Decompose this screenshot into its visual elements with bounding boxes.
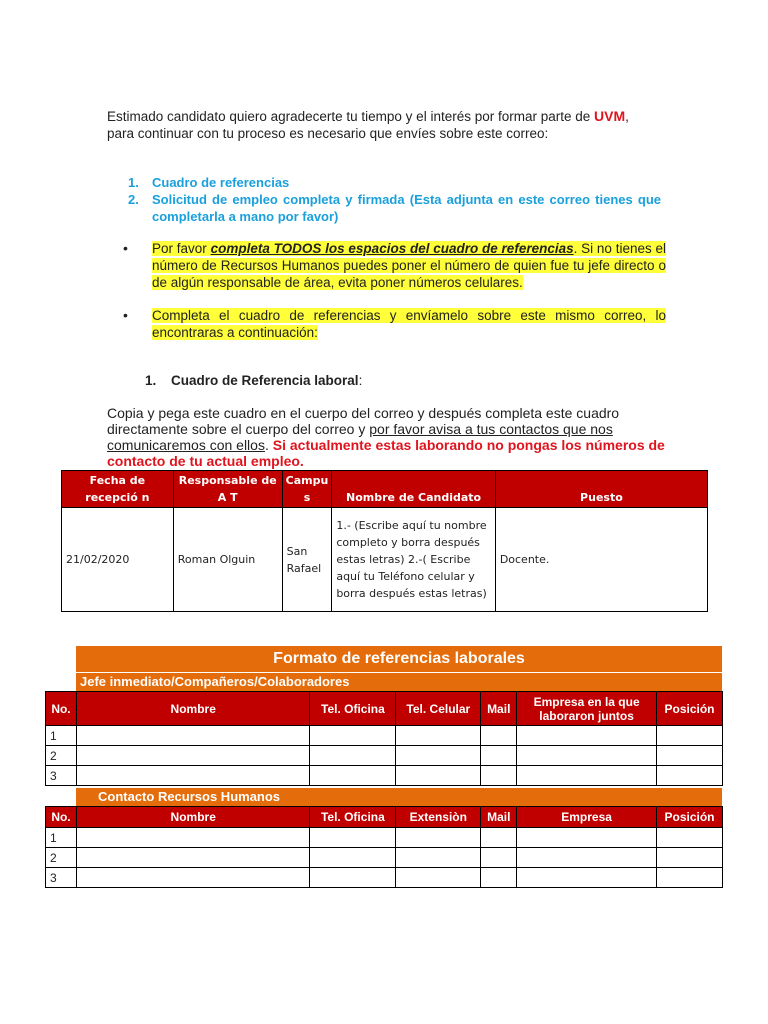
cell-posicion[interactable]: [656, 868, 722, 888]
section-title: Cuadro de Referencia laboral: [171, 373, 359, 388]
bullet-icon: •: [123, 240, 128, 256]
section2-title: Contacto Recursos Humanos: [98, 789, 281, 804]
requirements-list: [128, 174, 661, 225]
table-row: [46, 868, 723, 888]
table-row: [46, 848, 723, 868]
cell-posicion[interactable]: [656, 746, 722, 766]
list-number: 1.: [128, 175, 139, 190]
cell-mail[interactable]: [481, 868, 517, 888]
cell-mail[interactable]: [481, 766, 517, 786]
cell-mail[interactable]: [481, 746, 517, 766]
cell-extension[interactable]: [396, 848, 481, 868]
cell-candidato[interactable]: 1.- (Escribe aquí tu nombre completo y borra después estas letras) 2.-( Escribe aquí tu Teléfono celular y borra después estas letras): [332, 508, 495, 612]
col-responsable: Responsable de A T: [173, 471, 282, 508]
bullet2-text: Completa el cuadro de referencias y envíamelo sobre este mismo correo, lo encontraras a continuación:: [152, 308, 666, 340]
bullet-instructions: [123, 240, 666, 291]
list-item-text: Cuadro de referencias: [152, 175, 290, 190]
col-no: No.: [46, 807, 77, 828]
bullet1-emphasis: completa TODOS los espacios del cuadro de referencias: [210, 241, 574, 256]
cell-tel-celular[interactable]: [396, 766, 481, 786]
cell-nombre[interactable]: [76, 868, 309, 888]
col-tel-oficina: Tel. Oficina: [310, 692, 396, 726]
list-item: [128, 191, 661, 225]
candidate-table-header: [62, 471, 708, 508]
cell-tel-celular[interactable]: [396, 726, 481, 746]
col-mail: Mail: [481, 692, 517, 726]
row-number: 3: [46, 766, 77, 786]
section1-title: Jefe inmediato/Compañeros/Colaboradores: [80, 674, 350, 689]
cell-empresa[interactable]: [517, 868, 657, 888]
list-number: 2.: [128, 192, 139, 207]
section1-bar: [76, 673, 722, 691]
section-heading: [145, 373, 362, 388]
col-nombre: Nombre: [76, 807, 309, 828]
cell-puesto[interactable]: Docente.: [495, 508, 707, 612]
cell-extension[interactable]: [396, 828, 481, 848]
cell-campus[interactable]: San Rafael: [282, 508, 332, 612]
cell-posicion[interactable]: [656, 726, 722, 746]
cell-mail[interactable]: [481, 828, 517, 848]
formato-title: Formato de referencias laborales: [273, 650, 525, 667]
bullet-icon: •: [123, 307, 128, 323]
hr-contacts-table: [45, 806, 723, 888]
section-number: 1.: [145, 373, 157, 388]
col-fecha: Fecha de recepció n: [62, 471, 174, 508]
cell-empresa[interactable]: [517, 828, 657, 848]
cell-nombre[interactable]: [76, 848, 309, 868]
table-row: [62, 508, 708, 612]
list-item-text: Solicitud de empleo completa y firmada (Esta adjunta en este correo tienes que completarla a mano por favor): [152, 192, 661, 224]
col-nombre: Nombre: [76, 692, 309, 726]
references-table-header: [46, 692, 723, 726]
copy-warning: Si actualmente estas laborando no pongas los números de contacto de tu actual empleo.: [107, 437, 665, 469]
col-posicion: Posición: [656, 692, 722, 726]
col-tel-oficina: Tel. Oficina: [310, 807, 396, 828]
col-empresa: Empresa en la que laboraron juntos: [517, 692, 657, 726]
bullet1-post: . Si no tienes el número de Recursos Humanos puedes poner el número de quien fue tu jefe directo o de algún responsable de área, evita poner números celulares.: [152, 241, 666, 290]
cell-mail[interactable]: [481, 848, 517, 868]
cell-tel-oficina[interactable]: [310, 766, 396, 786]
cell-nombre[interactable]: [76, 828, 309, 848]
hr-table-header: [46, 807, 723, 828]
section2-bar: [76, 788, 722, 806]
cell-tel-oficina[interactable]: [310, 828, 396, 848]
row-number: 2: [46, 746, 77, 766]
cell-tel-oficina[interactable]: [310, 726, 396, 746]
cell-empresa[interactable]: [517, 848, 657, 868]
row-number: 1: [46, 726, 77, 746]
col-campus: Campu s: [282, 471, 332, 508]
col-extension: Extensiòn: [396, 807, 481, 828]
cell-tel-celular[interactable]: [396, 746, 481, 766]
cell-posicion[interactable]: [656, 828, 722, 848]
cell-nombre[interactable]: [76, 746, 309, 766]
candidate-table: [61, 470, 708, 612]
cell-empresa[interactable]: [517, 746, 657, 766]
col-candidato: Nombre de Candidato: [332, 471, 495, 508]
bullet-complete: [123, 307, 666, 341]
table-row: [46, 766, 723, 786]
row-number: 1: [46, 828, 77, 848]
cell-posicion[interactable]: [656, 766, 722, 786]
references-table: [45, 691, 723, 786]
list-item: [128, 174, 661, 191]
cell-empresa[interactable]: [517, 726, 657, 746]
cell-empresa[interactable]: [517, 766, 657, 786]
intro-line2: para continuar con tu proceso es necesario que envíes sobre este correo:: [107, 126, 549, 141]
formato-title-bar: [76, 646, 722, 672]
cell-tel-oficina[interactable]: [310, 848, 396, 868]
brand-name: UVM: [594, 108, 626, 124]
copy-text: Copia y pega este cuadro en el cuerpo del correo y después completa este cuadro directamente sobre el cuerpo del correo y: [107, 405, 620, 437]
col-no: No.: [46, 692, 77, 726]
section-colon: :: [358, 373, 363, 388]
copy-paragraph: [107, 405, 667, 469]
copy-underlined: por favor avisa a tus contactos que nos comunicaremos con ellos: [107, 421, 613, 453]
intro-paragraph: [107, 108, 667, 142]
cell-tel-oficina[interactable]: [310, 868, 396, 888]
cell-mail[interactable]: [481, 726, 517, 746]
cell-extension[interactable]: [396, 868, 481, 888]
intro-line1: Estimado candidato quiero agradecerte tu tiempo y el interés por formar parte de: [107, 109, 595, 124]
col-empresa: Empresa: [517, 807, 657, 828]
col-puesto: Puesto: [495, 471, 707, 508]
intro-comma: ,: [625, 109, 629, 124]
cell-posicion[interactable]: [656, 848, 722, 868]
cell-tel-oficina[interactable]: [310, 746, 396, 766]
cell-responsable[interactable]: Roman Olguin: [173, 508, 282, 612]
col-posicion: Posición: [656, 807, 722, 828]
col-tel-celular: Tel. Celular: [396, 692, 481, 726]
cell-fecha[interactable]: 21/02/2020: [62, 508, 174, 612]
cell-nombre[interactable]: [76, 766, 309, 786]
bullet1-pre: Por favor: [152, 241, 211, 256]
table-row: [46, 726, 723, 746]
copy-text2: .: [264, 437, 273, 453]
cell-nombre[interactable]: [76, 726, 309, 746]
table-row: [46, 828, 723, 848]
col-mail: Mail: [481, 807, 517, 828]
row-number: 2: [46, 848, 77, 868]
table-row: [46, 746, 723, 766]
row-number: 3: [46, 868, 77, 888]
